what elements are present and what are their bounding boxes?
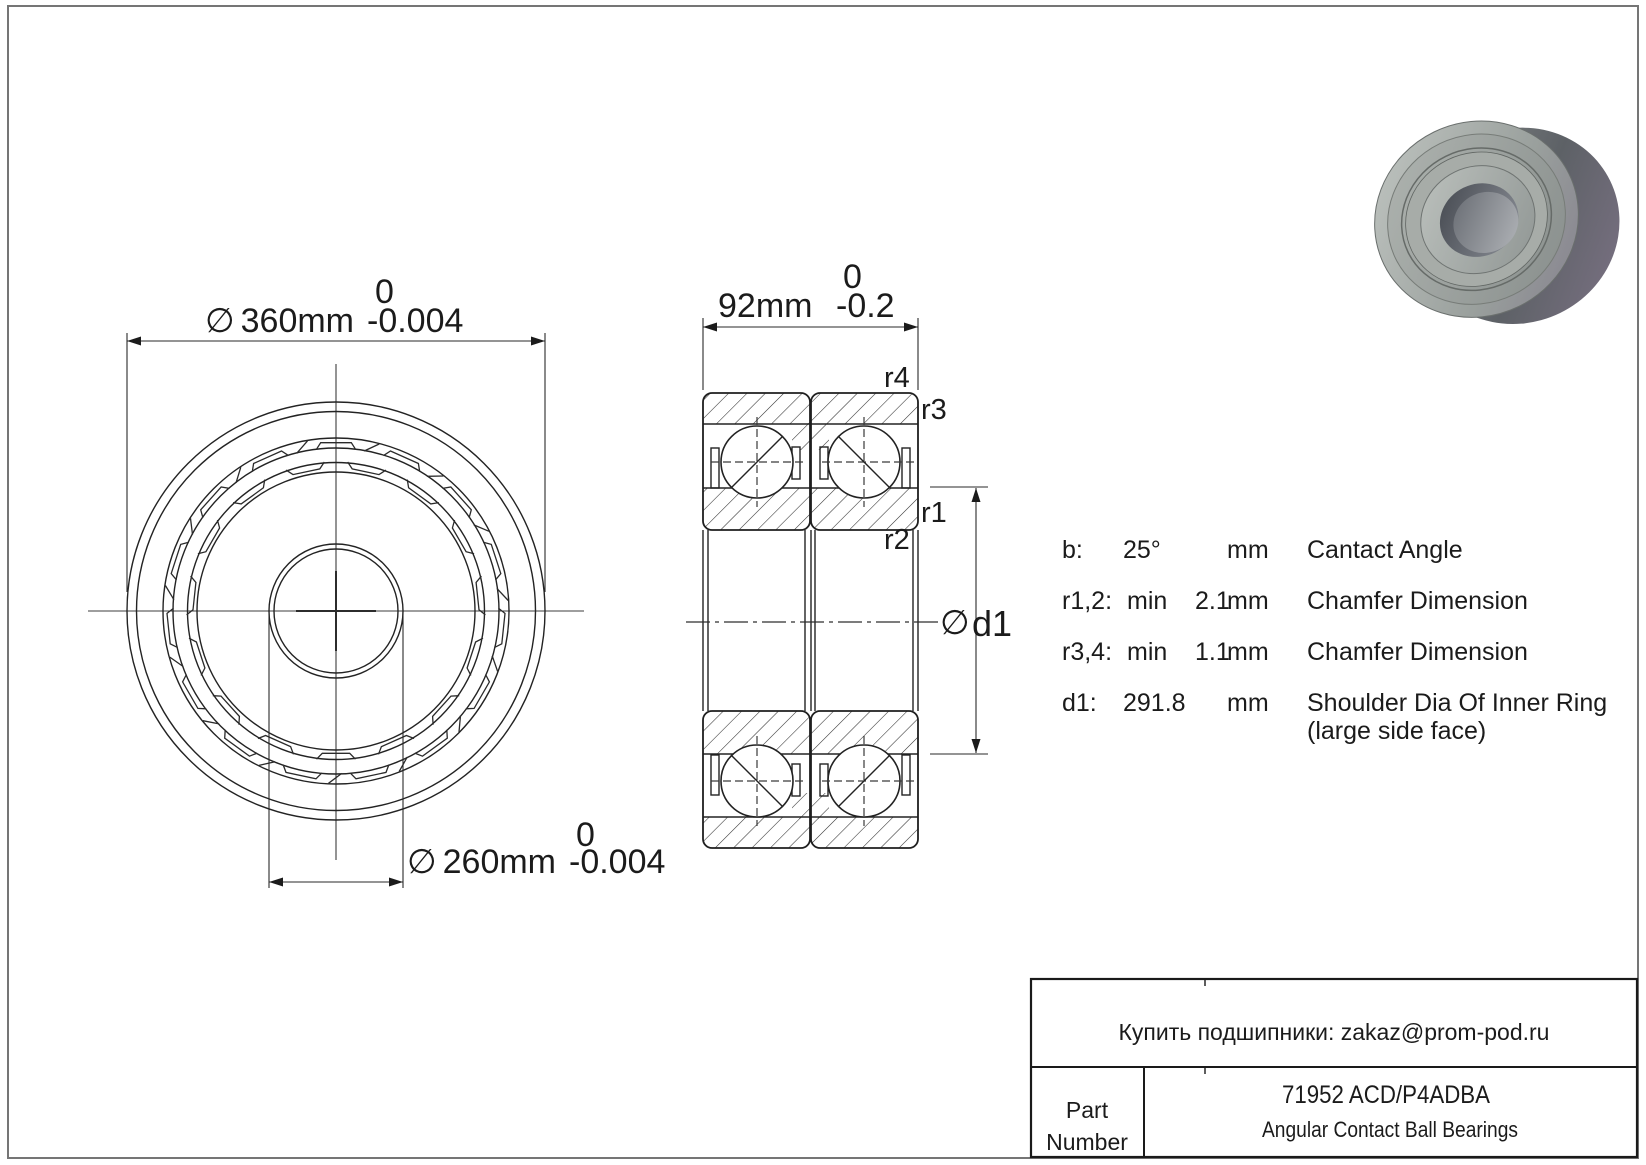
section-block-bottom-left bbox=[703, 711, 810, 848]
section-block-top-right bbox=[811, 393, 918, 530]
spec-row-chamfer-r12 bbox=[1062, 587, 1528, 615]
section-block-bottom-right bbox=[811, 711, 918, 848]
svg-text:∅260mm bbox=[407, 843, 556, 881]
spec-desc: Shoulder Dia Of Inner Ring bbox=[1307, 689, 1608, 717]
section-block-top-left bbox=[703, 393, 810, 530]
bore-tol-lower: -0.004 bbox=[569, 843, 666, 881]
title-block bbox=[1031, 979, 1637, 1157]
front-view bbox=[88, 273, 665, 888]
label-r4: r4 bbox=[884, 362, 910, 394]
svg-text:∅360mm bbox=[205, 302, 354, 340]
bearing-category: Angular Contact Ball Bearings bbox=[1262, 1117, 1518, 1142]
spec-unit: mm bbox=[1227, 689, 1269, 717]
width-value: 92mm bbox=[718, 287, 813, 325]
spec-label: r3,4: bbox=[1062, 638, 1113, 666]
spec-table bbox=[1062, 536, 1607, 745]
spec-unit: mm bbox=[1227, 536, 1269, 564]
diameter-symbol: ∅ bbox=[940, 604, 970, 642]
spec-value: 25° bbox=[1123, 536, 1161, 564]
spec-desc: Chamfer Dimension bbox=[1307, 638, 1528, 666]
part-number-label-line1: Part bbox=[1065, 1097, 1109, 1123]
label-d1: d1 bbox=[972, 603, 1013, 644]
spec-unit: mm bbox=[1227, 587, 1269, 615]
spec-label: b: bbox=[1062, 536, 1083, 564]
spec-value: 2.1 bbox=[1195, 587, 1230, 615]
spec-label: r1,2: bbox=[1062, 587, 1113, 615]
part-number-label-line2: Number bbox=[1046, 1129, 1128, 1155]
spec-value: 291.8 bbox=[1123, 689, 1186, 717]
spec-desc: Chamfer Dimension bbox=[1307, 587, 1528, 615]
spec-unit: mm bbox=[1227, 638, 1269, 666]
width-tol-lower: -0.2 bbox=[836, 287, 895, 325]
spec-value: 1.1 bbox=[1195, 638, 1230, 666]
section-view bbox=[686, 258, 1012, 848]
part-number-value: 71952 ACD/P4ADBA bbox=[1282, 1081, 1491, 1109]
od-value: 360mm bbox=[240, 302, 354, 340]
bore-value: 260mm bbox=[442, 843, 556, 881]
center-cross bbox=[296, 571, 376, 651]
label-r2: r2 bbox=[884, 524, 910, 556]
spec-min: min bbox=[1127, 638, 1168, 666]
label-r1: r1 bbox=[921, 497, 947, 529]
od-tol-upper: 0 bbox=[375, 273, 394, 311]
bore-surface-lines bbox=[703, 530, 918, 711]
contact-email: Купить подшипники: zakaz@prom-pod.ru bbox=[1118, 1019, 1550, 1045]
width-tol-upper: 0 bbox=[843, 258, 862, 296]
spec-desc-line2: (large side face) bbox=[1307, 717, 1487, 745]
od-tol-lower: -0.004 bbox=[367, 302, 464, 340]
diameter-symbol: ∅ bbox=[407, 843, 437, 881]
bearing-3d-render bbox=[1341, 72, 1646, 373]
spec-min: min bbox=[1127, 587, 1168, 615]
spec-row-contact-angle bbox=[1062, 536, 1463, 564]
spec-desc: Cantact Angle bbox=[1307, 536, 1463, 564]
label-r3: r3 bbox=[921, 394, 947, 426]
spec-label: d1: bbox=[1062, 689, 1097, 717]
diameter-symbol: ∅ bbox=[205, 302, 235, 340]
spec-row-chamfer-r34 bbox=[1062, 638, 1528, 666]
spec-row-shoulder-d1 bbox=[1062, 689, 1607, 745]
bore-tol-upper: 0 bbox=[576, 816, 595, 854]
